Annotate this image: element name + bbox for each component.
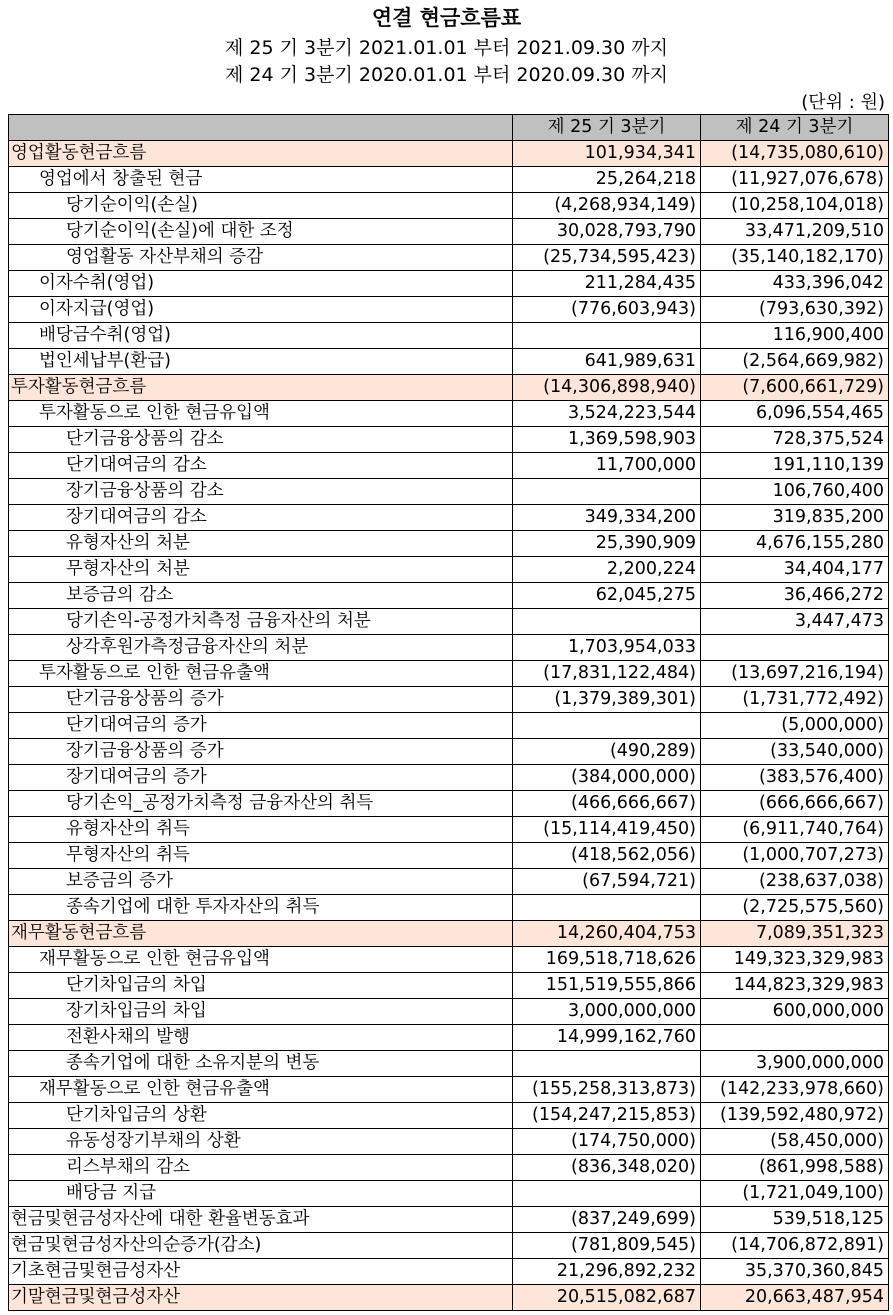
row-label: 당기손익-공정가치측정 금융자산의 처분 (9, 609, 513, 635)
row-label: 현금및현금성자산에 대한 환율변동효과 (9, 1207, 513, 1233)
value-prior: 4,676,155,280 (701, 531, 889, 557)
row-label: 장기대여금의 증가 (9, 765, 513, 791)
value-prior: (238,637,038) (701, 869, 889, 895)
row-label: 당기손익_공정가치측정 금융자산의 취득 (9, 791, 513, 817)
value-current (513, 1181, 701, 1207)
value-current (513, 895, 701, 921)
value-prior: (58,450,000) (701, 1129, 889, 1155)
table-row (9, 323, 889, 349)
value-current: 14,260,404,753 (513, 921, 701, 947)
table-row (9, 349, 889, 375)
value-prior: 433,396,042 (701, 271, 889, 297)
table-row (9, 843, 889, 869)
row-label: 기초현금및현금성자산 (9, 1259, 513, 1285)
value-current: 349,334,200 (513, 505, 701, 531)
value-current: (781,809,545) (513, 1233, 701, 1259)
value-current: (25,734,595,423) (513, 245, 701, 271)
row-label: 리스부채의 감소 (9, 1155, 513, 1181)
row-label: 투자활동현금흐름 (9, 375, 513, 401)
table-row-section (9, 921, 889, 947)
value-current: (776,603,943) (513, 297, 701, 323)
row-label: 당기순이익(손실)에 대한 조정 (9, 219, 513, 245)
value-prior: (793,630,392) (701, 297, 889, 323)
value-current: (1,379,389,301) (513, 687, 701, 713)
table-row (9, 1051, 889, 1077)
value-prior: 191,110,139 (701, 453, 889, 479)
table-row (9, 869, 889, 895)
value-prior: 34,404,177 (701, 557, 889, 583)
table-row (9, 479, 889, 505)
table-row (9, 1025, 889, 1051)
table-header-row (9, 115, 889, 141)
value-prior: (11,927,076,678) (701, 167, 889, 193)
table-row (9, 999, 889, 1025)
value-prior: (33,540,000) (701, 739, 889, 765)
table-row (9, 1181, 889, 1207)
value-prior: 600,000,000 (701, 999, 889, 1025)
value-current: (15,114,419,450) (513, 817, 701, 843)
table-row (9, 167, 889, 193)
table-row (9, 219, 889, 245)
table-row-section (9, 141, 889, 167)
row-label: 유동성장기부채의 상환 (9, 1129, 513, 1155)
value-current (513, 713, 701, 739)
row-label: 단기차입금의 차입 (9, 973, 513, 999)
value-prior: (1,731,772,492) (701, 687, 889, 713)
row-label: 이자수취(영업) (9, 271, 513, 297)
row-label: 단기대여금의 증가 (9, 713, 513, 739)
value-current: (836,348,020) (513, 1155, 701, 1181)
value-current: 14,999,162,760 (513, 1025, 701, 1051)
value-prior: (1,721,049,100) (701, 1181, 889, 1207)
value-current (513, 323, 701, 349)
value-prior: 3,447,473 (701, 609, 889, 635)
table-row (9, 1233, 889, 1259)
row-label: 배당금 지급 (9, 1181, 513, 1207)
value-current: 211,284,435 (513, 271, 701, 297)
row-label: 당기순이익(손실) (9, 193, 513, 219)
value-prior: (14,735,080,610) (701, 141, 889, 167)
row-label: 장기금융상품의 감소 (9, 479, 513, 505)
column-header-prior: 제 24 기 3분기 (701, 115, 889, 141)
row-label: 투자활동으로 인한 현금유입액 (9, 401, 513, 427)
value-prior: 106,760,400 (701, 479, 889, 505)
table-row (9, 1103, 889, 1129)
value-current: 20,515,082,687 (513, 1285, 701, 1311)
value-prior: 149,323,329,983 (701, 947, 889, 973)
value-prior: (13,697,216,194) (701, 661, 889, 687)
value-current: (174,750,000) (513, 1129, 701, 1155)
row-label: 전환사채의 발행 (9, 1025, 513, 1051)
value-current: 25,390,909 (513, 531, 701, 557)
value-current: 169,518,718,626 (513, 947, 701, 973)
row-label: 현금및현금성자산의순증가(감소) (9, 1233, 513, 1259)
row-label: 이자지급(영업) (9, 297, 513, 323)
unit-label: (단위 : 원) (801, 92, 885, 113)
value-current: 1,369,598,903 (513, 427, 701, 453)
value-prior: (35,140,182,170) (701, 245, 889, 271)
row-label: 장기대여금의 감소 (9, 505, 513, 531)
value-current: (466,666,667) (513, 791, 701, 817)
document-title: 연결 현금흐름표 (371, 6, 522, 30)
value-prior: 728,375,524 (701, 427, 889, 453)
value-prior: (7,600,661,729) (701, 375, 889, 401)
value-prior: (2,564,669,982) (701, 349, 889, 375)
value-prior: 319,835,200 (701, 505, 889, 531)
table-row-section (9, 1285, 889, 1311)
value-prior (701, 635, 889, 661)
value-current: 11,700,000 (513, 453, 701, 479)
row-label: 단기금융상품의 증가 (9, 687, 513, 713)
row-label: 장기금융상품의 증가 (9, 739, 513, 765)
value-prior: (666,666,667) (701, 791, 889, 817)
table-row (9, 973, 889, 999)
value-current: (418,562,056) (513, 843, 701, 869)
table-row (9, 531, 889, 557)
table-row (9, 609, 889, 635)
row-label: 투자활동으로 인한 현금유출액 (9, 661, 513, 687)
value-current: 25,264,218 (513, 167, 701, 193)
value-current: 101,934,341 (513, 141, 701, 167)
value-prior: (139,592,480,972) (701, 1103, 889, 1129)
table-row (9, 1077, 889, 1103)
column-header-current: 제 25 기 3분기 (513, 115, 701, 141)
row-label: 기말현금및현금성자산 (9, 1285, 513, 1311)
row-label: 보증금의 증가 (9, 869, 513, 895)
table-row (9, 427, 889, 453)
value-prior (701, 1025, 889, 1051)
table-row (9, 453, 889, 479)
value-current: 151,519,555,866 (513, 973, 701, 999)
row-label: 재무활동으로 인한 현금유출액 (9, 1077, 513, 1103)
value-current: 62,045,275 (513, 583, 701, 609)
value-prior: 539,518,125 (701, 1207, 889, 1233)
period-prior: 제 24 기 3분기 2020.01.01 부터 2020.09.30 까지 (225, 64, 668, 86)
table-row (9, 661, 889, 687)
table-row (9, 765, 889, 791)
row-label: 종속기업에 대한 투자자산의 취득 (9, 895, 513, 921)
value-prior: (861,998,588) (701, 1155, 889, 1181)
table-row (9, 895, 889, 921)
row-label: 단기차입금의 상환 (9, 1103, 513, 1129)
value-current: 21,296,892,232 (513, 1259, 701, 1285)
value-prior: (1,000,707,273) (701, 843, 889, 869)
table-row (9, 791, 889, 817)
value-prior: (383,576,400) (701, 765, 889, 791)
value-current: (155,258,313,873) (513, 1077, 701, 1103)
column-header-item (9, 115, 513, 141)
value-current: (154,247,215,853) (513, 1103, 701, 1129)
value-prior: (5,000,000) (701, 713, 889, 739)
value-prior: 35,370,360,845 (701, 1259, 889, 1285)
row-label: 재무활동으로 인한 현금유입액 (9, 947, 513, 973)
value-current: (384,000,000) (513, 765, 701, 791)
row-label: 영업활동 자산부채의 증감 (9, 245, 513, 271)
row-label: 종속기업에 대한 소유지분의 변동 (9, 1051, 513, 1077)
row-label: 영업에서 창출된 현금 (9, 167, 513, 193)
table-row (9, 583, 889, 609)
value-prior: (142,233,978,660) (701, 1077, 889, 1103)
value-prior: 116,900,400 (701, 323, 889, 349)
table-row (9, 1129, 889, 1155)
value-prior: 6,096,554,465 (701, 401, 889, 427)
value-current: (14,306,898,940) (513, 375, 701, 401)
row-label: 단기대여금의 감소 (9, 453, 513, 479)
table-row (9, 687, 889, 713)
value-current (513, 479, 701, 505)
table-row-section (9, 375, 889, 401)
table-row (9, 193, 889, 219)
table-row (9, 635, 889, 661)
row-label: 유형자산의 처분 (9, 531, 513, 557)
value-prior: 144,823,329,983 (701, 973, 889, 999)
table-row (9, 271, 889, 297)
value-prior: 20,663,487,954 (701, 1285, 889, 1311)
table-row (9, 947, 889, 973)
row-label: 영업활동현금흐름 (9, 141, 513, 167)
value-prior: (10,258,104,018) (701, 193, 889, 219)
table-row (9, 557, 889, 583)
table-row (9, 1259, 889, 1285)
table-row (9, 505, 889, 531)
row-label: 법인세납부(환급) (9, 349, 513, 375)
table-row (9, 713, 889, 739)
value-prior: (14,706,872,891) (701, 1233, 889, 1259)
table-row (9, 297, 889, 323)
table-row (9, 739, 889, 765)
value-prior: 33,471,209,510 (701, 219, 889, 245)
value-prior: 7,089,351,323 (701, 921, 889, 947)
row-label: 유형자산의 취득 (9, 817, 513, 843)
table-row (9, 245, 889, 271)
value-current: (837,249,699) (513, 1207, 701, 1233)
value-current (513, 609, 701, 635)
value-current (513, 1051, 701, 1077)
value-current: (17,831,122,484) (513, 661, 701, 687)
table-row (9, 401, 889, 427)
value-current: 3,000,000,000 (513, 999, 701, 1025)
row-label: 재무활동현금흐름 (9, 921, 513, 947)
value-current: (67,594,721) (513, 869, 701, 895)
value-current: (4,268,934,149) (513, 193, 701, 219)
value-current: (490,289) (513, 739, 701, 765)
row-label: 무형자산의 처분 (9, 557, 513, 583)
value-prior: 3,900,000,000 (701, 1051, 889, 1077)
row-label: 보증금의 감소 (9, 583, 513, 609)
row-label: 단기금융상품의 감소 (9, 427, 513, 453)
row-label: 배당금수취(영업) (9, 323, 513, 349)
value-current: 641,989,631 (513, 349, 701, 375)
value-prior: (6,911,740,764) (701, 817, 889, 843)
value-current: 2,200,224 (513, 557, 701, 583)
value-current: 1,703,954,033 (513, 635, 701, 661)
table-row (9, 817, 889, 843)
period-current: 제 25 기 3분기 2021.01.01 부터 2021.09.30 까지 (225, 37, 668, 59)
row-label: 장기차입금의 차입 (9, 999, 513, 1025)
cash-flow-table (8, 114, 889, 1311)
table-row (9, 1155, 889, 1181)
value-current: 30,028,793,790 (513, 219, 701, 245)
table-row (9, 1207, 889, 1233)
row-label: 무형자산의 취득 (9, 843, 513, 869)
value-prior: 36,466,272 (701, 583, 889, 609)
value-current: 3,524,223,544 (513, 401, 701, 427)
value-prior: (2,725,575,560) (701, 895, 889, 921)
row-label: 상각후원가측정금융자산의 처분 (9, 635, 513, 661)
